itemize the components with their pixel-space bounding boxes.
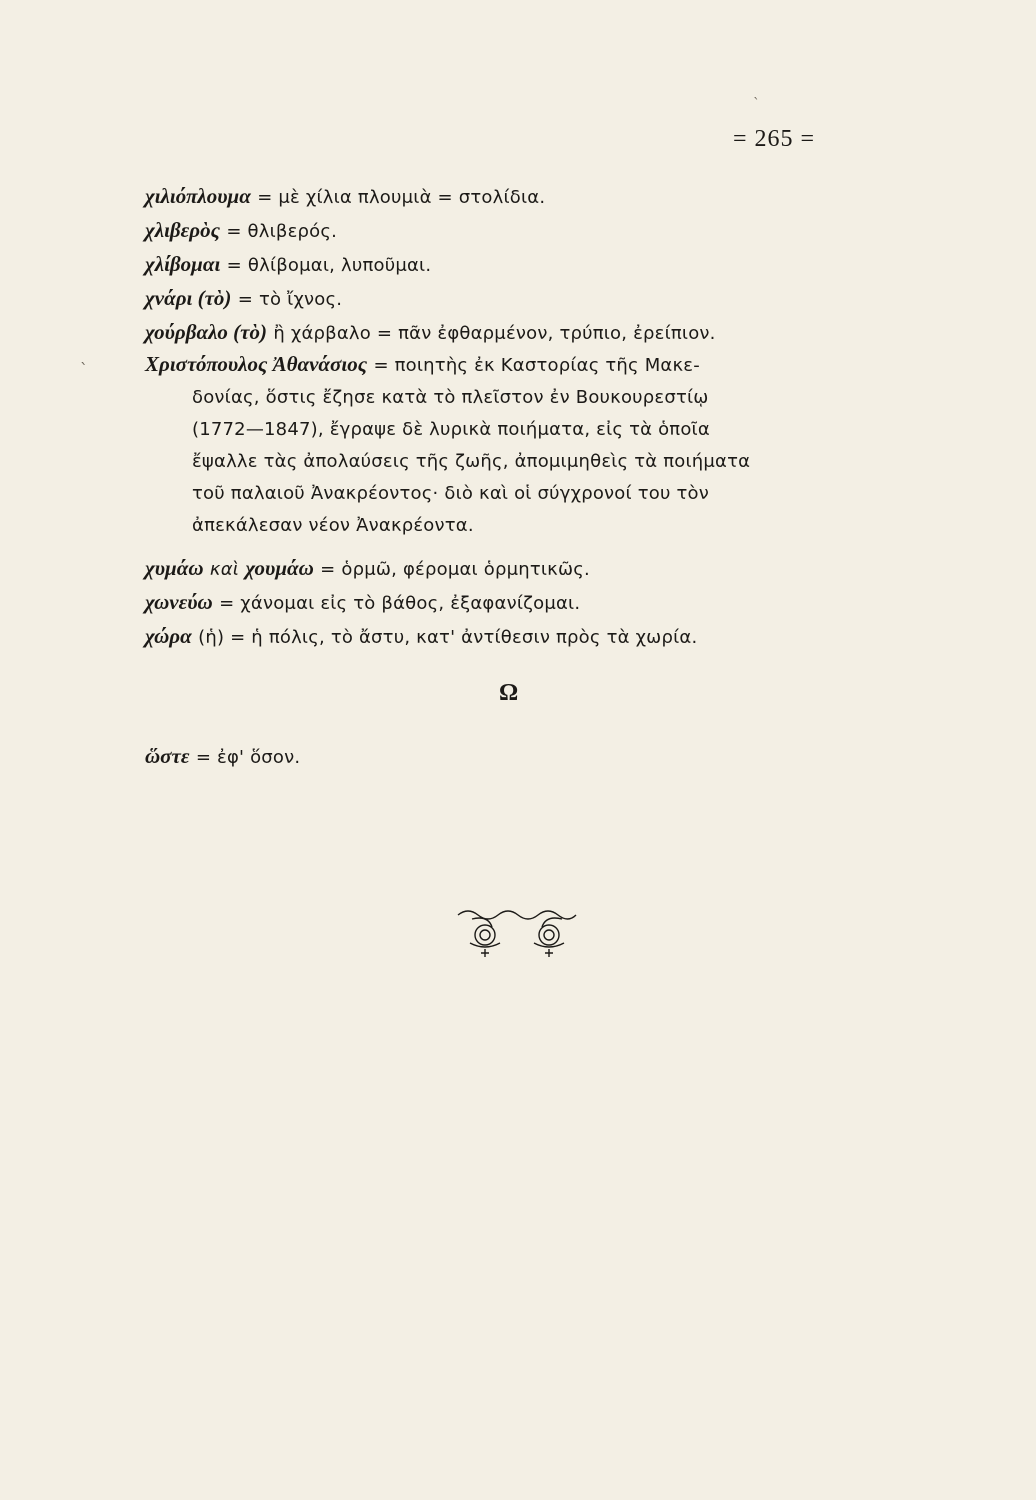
entry-continuation-line: ἀπεκάλεσαν νέον Ἀνακρέοντα. bbox=[192, 515, 474, 536]
margin-mark: ` bbox=[80, 360, 88, 379]
entry-definition: ἢ χάρβαλο = πᾶν ἐφθαρμένον, τρύπιο, ἐρείπιον. bbox=[273, 323, 716, 344]
entry-connector: καὶ bbox=[209, 559, 240, 580]
entry-headword: Χριστόπουλος Ἀθανάσιος bbox=[145, 352, 368, 376]
page-number: = 265 = bbox=[733, 126, 816, 152]
entry-continuation-line: (1772—1847), ἔγραψε δὲ λυρικὰ ποιήματα, εἰς τὰ ὁποῖα bbox=[192, 419, 710, 440]
entry-headword: χώρα bbox=[145, 624, 192, 648]
entry-headword: ὥστε bbox=[145, 744, 190, 768]
tailpiece-ornament bbox=[452, 905, 582, 965]
entry-headword: χωνεύω bbox=[145, 590, 213, 614]
entry-definition: = ὁρμῶ, φέρομαι ὁρμητικῶς. bbox=[320, 559, 590, 580]
dictionary-entry bbox=[145, 282, 875, 316]
dictionary-entry bbox=[145, 316, 875, 350]
section-letter: Ω bbox=[499, 680, 519, 706]
entry-headword: χνάρι (τὸ) bbox=[145, 286, 232, 310]
entry-headword: χιλιόπλουμα bbox=[145, 184, 251, 208]
dictionary-entry bbox=[145, 620, 875, 654]
dictionary-entry bbox=[145, 348, 875, 542]
entry-headword: χλίβομαι bbox=[145, 252, 221, 276]
dictionary-entry bbox=[145, 248, 875, 282]
entry-definition: = ποιητὴς ἐκ Καστορίας τῆς Μακε- bbox=[373, 355, 700, 376]
dictionary-entry bbox=[145, 214, 875, 248]
entry-definition: = μὲ χίλια πλουμιὰ = στολίδια. bbox=[257, 187, 546, 208]
entry-definition: = τὸ ἴχνος. bbox=[237, 289, 343, 310]
entry-definition: = ἐφ' ὅσον. bbox=[195, 747, 301, 768]
entry-headword: χυμάω bbox=[145, 556, 204, 580]
entry-definition: = θλίβομαι, λυποῦμαι. bbox=[226, 255, 432, 276]
entry-definition: (ἡ) = ἡ πόλις, τὸ ἄστυ, κατ' ἀντίθεσιν πρὸς τὰ χωρία. bbox=[198, 627, 698, 648]
entry-headword: χλιβερὸς bbox=[145, 218, 220, 242]
entry-headword-variant: χουμάω bbox=[245, 556, 314, 580]
dictionary-entry bbox=[145, 552, 875, 586]
entry-continuation-line: τοῦ παλαιοῦ Ἀνακρέοντος· διὸ καὶ οἱ σύγχρονοί του τὸν bbox=[192, 483, 709, 504]
entry-headword: χούρβαλο (τὸ) bbox=[145, 320, 267, 344]
margin-mark: ` bbox=[753, 96, 760, 112]
dictionary-entry bbox=[145, 586, 875, 620]
dictionary-entry bbox=[145, 180, 875, 214]
entry-definition: = χάνομαι εἰς τὸ βάθος, ἐξαφανίζομαι. bbox=[219, 593, 581, 614]
entry-continuation-line: δονίας, ὅστις ἔζησε κατὰ τὸ πλεῖστον ἐν Βουκουρεστίῳ bbox=[192, 387, 709, 408]
dictionary-entry bbox=[145, 740, 875, 774]
entry-definition: = θλιβερός. bbox=[226, 221, 338, 242]
entry-continuation-line: ἔψαλλε τὰς ἀπολαύσεις τῆς ζωῆς, ἀπομιμηθεὶς τὰ ποιήματα bbox=[192, 451, 751, 472]
